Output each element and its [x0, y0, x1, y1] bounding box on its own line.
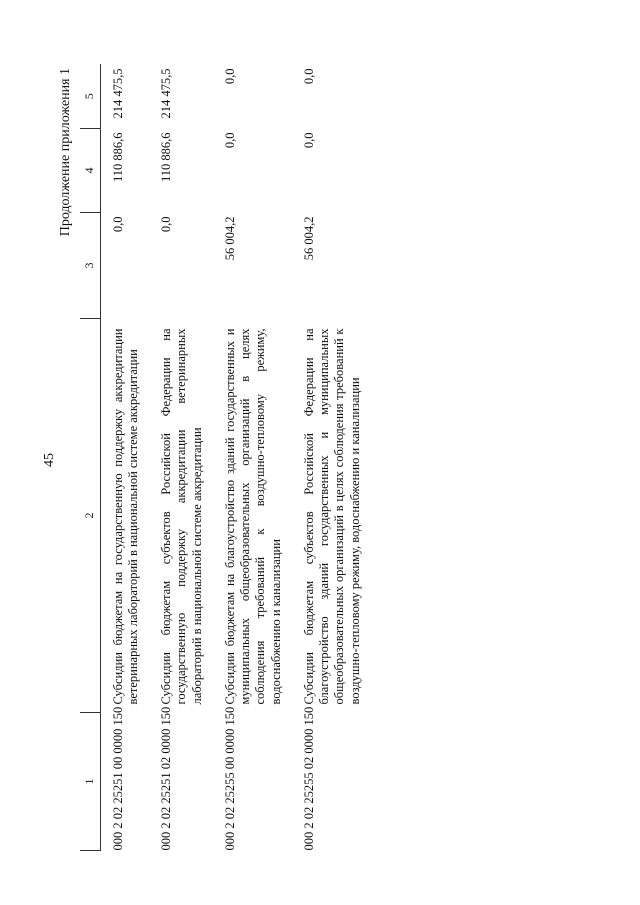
amount-col4: 0,0: [222, 132, 237, 149]
page-number: 45: [42, 453, 57, 467]
table-row: [292, 65, 371, 851]
table-row: [100, 65, 149, 851]
budget-description: Субсидии бюджетам на благоустройство зданий государственных и муниципальных общеобразовательных организаций в целях соблюдения требований к воздушно-тепловому режиму, водоснабжению и канализации: [222, 328, 283, 705]
amount-col5: 214 475,5: [159, 68, 174, 119]
amount-col4: 110 886,6: [110, 132, 125, 183]
amount-col4: 0,0: [301, 132, 316, 149]
budget-code: 000 2 02 25255 02 0000 150: [301, 706, 316, 851]
budget-table: [80, 65, 371, 852]
amount-col5: 0,0: [222, 68, 237, 85]
table-row: [149, 65, 213, 851]
table-row: [213, 65, 292, 851]
amount-col4: 110 886,6: [159, 132, 174, 183]
column-number: 3: [80, 213, 100, 319]
budget-description: Субсидии бюджетам субъектов Российской Федерации на государственную поддержку аккредитации ветеринарных лабораторий в национальной системе аккредитации: [159, 328, 204, 705]
amount-col3: 56 004,2: [222, 216, 237, 261]
column-number: 1: [80, 713, 100, 851]
column-number: 5: [80, 65, 100, 129]
budget-code: 000 2 02 25255 00 0000 150: [222, 706, 237, 851]
column-number-row: [80, 65, 100, 851]
continuation-label: Продолжение приложения 1: [58, 68, 73, 237]
column-number: 2: [80, 319, 100, 713]
amount-col3: 56 004,2: [301, 216, 316, 261]
amount-col3: 0,0: [159, 216, 174, 233]
budget-description: Субсидии бюджетам субъектов Российской Федерации на благоустройство зданий государственных и муниципальных общеобразовательных организаций в целях соблюдения требований к воздушно-тепловому режиму, водоснабжению и канализации: [301, 328, 362, 705]
amount-col5: 214 475,5: [110, 68, 125, 119]
amount-col5: 0,0: [301, 68, 316, 85]
column-number: 4: [80, 129, 100, 213]
budget-code: 000 2 02 25251 02 0000 150: [159, 706, 174, 851]
amount-col3: 0,0: [110, 216, 125, 233]
budget-code: 000 2 02 25251 00 0000 150: [110, 706, 125, 851]
budget-description: Субсидии бюджетам на государственную поддержку аккредитации ветеринарных лабораторий в национальной системе аккредитации: [110, 328, 140, 705]
